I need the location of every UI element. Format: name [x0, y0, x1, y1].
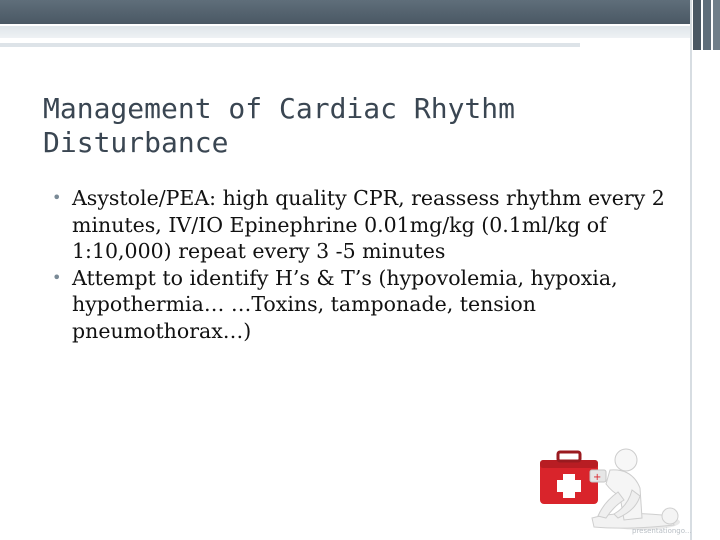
first-aid-kit-cpr-figure-icon [532, 430, 682, 535]
bullet-item-asystole [52, 185, 687, 265]
header-pale-band [0, 26, 690, 38]
bullet-item-hs-ts [52, 265, 687, 345]
watermark: presentationgo... [632, 527, 692, 535]
bullet-text: Attempt to identify H’s & T’s (hypovolemia, hypoxia, hypothermia… …Toxins, tamponade, tension pneumothorax…) [72, 265, 618, 343]
svg-text:+: + [593, 472, 602, 483]
bullet-marker: • [52, 267, 62, 287]
slide-header-decoration [0, 0, 720, 50]
slide-title: Management of Cardiac Rhythm Disturbance [43, 92, 516, 159]
right-edge-rule [690, 0, 692, 540]
bullet-text: Asystole/PEA: high quality CPR, reassess rhythm every 2 minutes, IV/IO Epinephrine 0.01mg/kg (0.1ml/kg of 1:10,000) repeat every 3 -5 minutes [72, 186, 665, 263]
bullet-marker: • [52, 188, 62, 207]
header-dark-band [0, 0, 690, 24]
header-corner-stripes [693, 0, 720, 50]
bullet-list [52, 185, 687, 344]
header-thin-rule [0, 43, 580, 47]
